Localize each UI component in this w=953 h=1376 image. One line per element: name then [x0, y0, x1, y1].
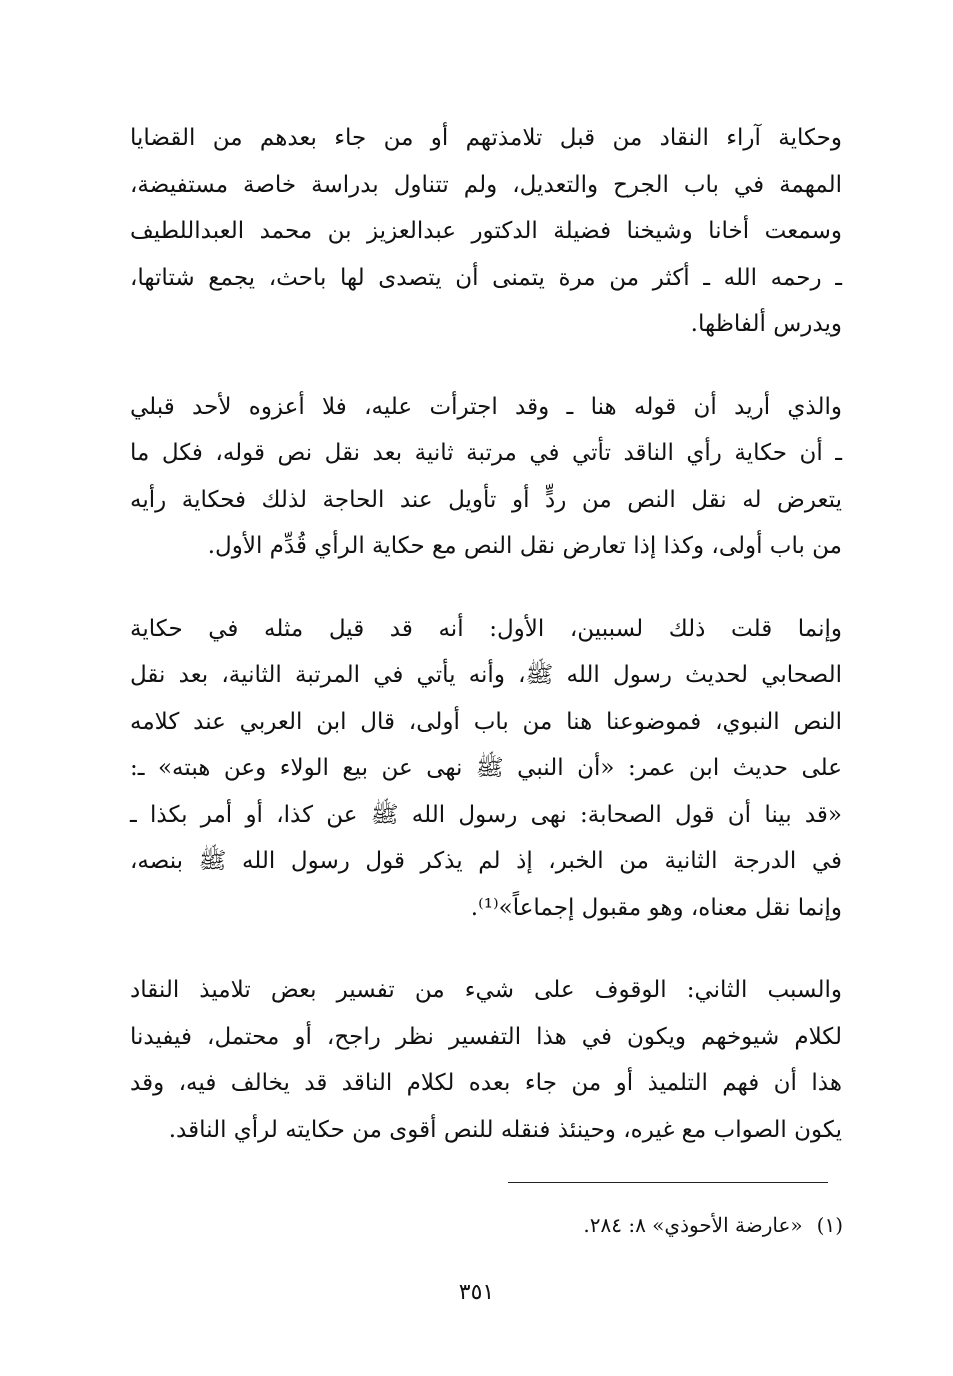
- page-number: ٣٥١: [458, 1280, 495, 1305]
- text-line: الصحابي لحديث رسول الله ﷺ، وأنه يأتي في المرتبة الثانية، بعد نقل: [130, 662, 842, 688]
- footnote: [583, 1210, 843, 1240]
- footnote-number: (١): [816, 1213, 843, 1237]
- footnote-text: «عارضة الأحوذي» ٨: ٢٨٤.: [583, 1213, 803, 1237]
- text-line: المهمة في باب الجرح والتعديل، ولم تتناول بدراسة خاصة مستفيضة،: [130, 171, 842, 198]
- footnote-divider: [508, 1182, 828, 1183]
- text-line: وإنما قلت ذلك لسببين، الأول: أنه قد قيل مثله في حكاية: [130, 615, 842, 642]
- text-line: وحكاية آراء النقاد من قبل تلامذتهم أو من جاء بعدهم من القضايا: [130, 125, 842, 151]
- text-line: لكلام شيوخهم ويكون في هذا التفسير نظر راجح، أو محتمل، فيفيدنا: [130, 1023, 842, 1050]
- text-line: من باب أولى، وكذا إذا تعارض نقل النص مع حكاية الرأي قُدِّم الأول.: [207, 533, 842, 559]
- text-line: يتعرض له نقل النص من ردٍّ أو تأويل عند الحاجة لذلك فحكاية رأيه: [130, 486, 842, 513]
- paragraph-1: [130, 115, 842, 348]
- text-line: في الدرجة الثانية من الخبر، إذ لم يذكر قول رسول الله ﷺ بنصه،: [130, 848, 842, 874]
- text-line: والسبب الثاني: الوقوف على شيء من تفسير بعض تلاميذ النقاد: [130, 977, 842, 1003]
- main-text: [130, 115, 842, 1189]
- paragraph-2: [130, 384, 842, 570]
- text-line: ـ أن حكاية رأي الناقد تأتي في مرتبة ثانية بعد نقل نص قوله، فكل ما: [130, 440, 842, 466]
- text-line: يكون الصواب مع غيره، وحينئذ فنقله للنص أقوى من حكايته لرأي الناقد.: [168, 1116, 842, 1143]
- text-line: وإنما نقل معناه، وهو مقبول إجماعاً»⁽¹⁾.: [470, 894, 842, 921]
- paragraph-3: [130, 606, 842, 932]
- text-line: «قد بينا أن قول الصحابة: نهى رسول الله ﷺ عن كذا، أو أمر بكذا ـ: [130, 801, 842, 828]
- text-line: هذا أن فهم التلميذ أو من جاء بعده لكلام الناقد قد يخالف فيه، وقد: [130, 1070, 842, 1096]
- text-line: النص النبوي، فموضوعنا هنا من باب أولى، قال ابن العربي عند كلامه: [130, 708, 842, 735]
- text-line: على حديث ابن عمر: «أن النبي ﷺ نهى عن بيع الولاء وعن هبته» ـ:: [130, 755, 842, 781]
- paragraph-4: [130, 967, 842, 1153]
- text-line: ويدرس ألفاظها.: [690, 311, 842, 337]
- text-line: ـ رحمه الله ـ أكثر من مرة يتمنى أن يتصدى لها باحث، يجمع شتاتها،: [130, 264, 842, 291]
- text-line: وسمعت أخانا وشيخنا فضيلة الدكتور عبدالعزيز بن محمد العبداللطيف: [130, 218, 842, 244]
- text-line: والذي أريد أن قوله هنا ـ وقد اجترأت عليه، فلا أعزوه لأحد قبلي: [130, 393, 842, 420]
